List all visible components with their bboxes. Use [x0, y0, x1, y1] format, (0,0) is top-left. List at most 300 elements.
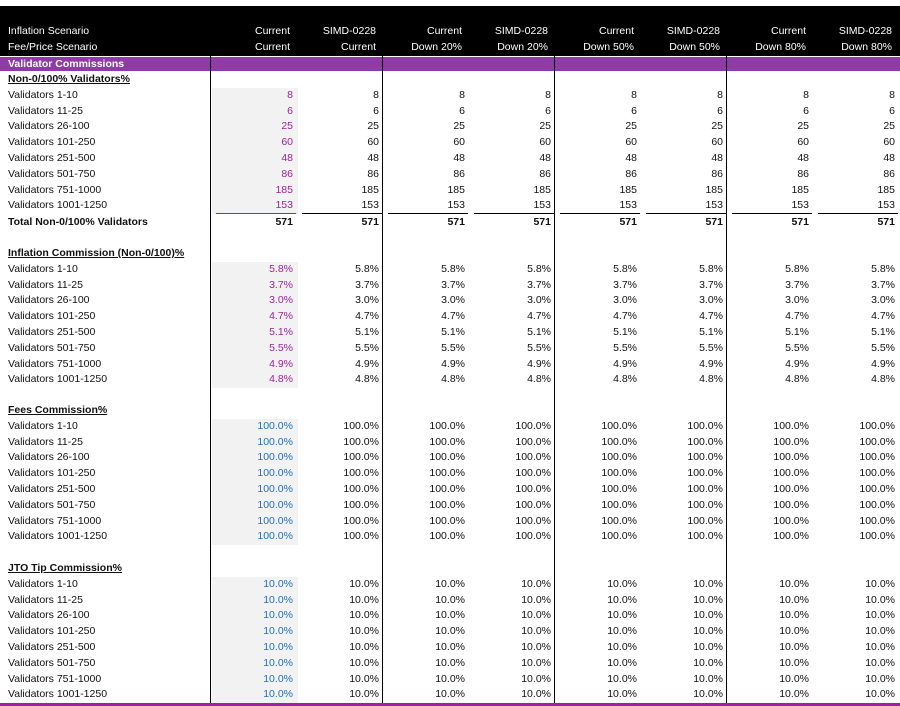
- value-cell[interactable]: 100.0%: [773, 419, 809, 432]
- value-cell[interactable]: 153: [275, 199, 293, 212]
- value-cell[interactable]: 100.0%: [343, 514, 379, 527]
- value-cell[interactable]: 5.5%: [785, 341, 809, 354]
- value-cell[interactable]: 3.0%: [785, 294, 809, 307]
- value-cell[interactable]: 100.0%: [773, 435, 809, 448]
- value-cell[interactable]: 10.0%: [349, 593, 379, 606]
- value-cell[interactable]: 185: [533, 183, 551, 196]
- value-cell[interactable]: 10.0%: [521, 672, 551, 685]
- value-cell[interactable]: 3.7%: [785, 278, 809, 291]
- row-label: Validators 26-100: [8, 120, 90, 133]
- value-cell[interactable]: 4.9%: [355, 357, 379, 370]
- header-col-7-row1: Current: [770, 25, 806, 37]
- value-cell[interactable]: 100.0%: [343, 530, 379, 543]
- value-cell[interactable]: 100.0%: [429, 514, 465, 527]
- row-label: Validators 101-250: [8, 136, 96, 149]
- value-cell[interactable]: 153: [533, 199, 551, 212]
- value-cell[interactable]: 10.0%: [693, 641, 723, 653]
- value-cell[interactable]: 4.8%: [785, 373, 809, 386]
- value-cell[interactable]: 100.0%: [515, 451, 551, 464]
- value-cell[interactable]: 10.0%: [349, 625, 379, 638]
- value-cell[interactable]: 4.9%: [699, 357, 723, 370]
- row-label: Validators 101-250: [8, 625, 96, 638]
- value-cell[interactable]: 10.0%: [349, 641, 379, 653]
- value-cell[interactable]: 5.8%: [527, 262, 551, 275]
- value-cell[interactable]: 100.0%: [687, 435, 723, 448]
- value-cell[interactable]: 8: [717, 88, 723, 101]
- table-row: [0, 435, 900, 451]
- value-cell[interactable]: 100.0%: [687, 530, 723, 543]
- value-cell[interactable]: 100.0%: [687, 514, 723, 527]
- value-cell[interactable]: 100.0%: [773, 451, 809, 464]
- value-cell[interactable]: 185: [877, 183, 895, 196]
- value-cell[interactable]: 10.0%: [779, 656, 809, 669]
- value-cell[interactable]: 100.0%: [257, 514, 293, 527]
- value-cell[interactable]: 10.0%: [865, 577, 895, 590]
- value-cell[interactable]: 10.0%: [263, 688, 293, 701]
- value-cell[interactable]: 10.0%: [521, 656, 551, 669]
- value-cell[interactable]: 100.0%: [687, 498, 723, 511]
- value-cell[interactable]: 100.0%: [257, 467, 293, 480]
- value-cell[interactable]: 10.0%: [607, 641, 637, 653]
- value-cell[interactable]: 10.0%: [607, 593, 637, 606]
- value-cell[interactable]: 4.8%: [441, 373, 465, 386]
- value-cell[interactable]: 100.0%: [773, 498, 809, 511]
- value-cell[interactable]: 8: [287, 88, 293, 101]
- value-cell[interactable]: 6: [545, 104, 551, 117]
- value-cell[interactable]: 100.0%: [773, 467, 809, 480]
- value-cell[interactable]: 5.1%: [785, 326, 809, 338]
- value-cell[interactable]: 10.0%: [349, 609, 379, 622]
- value-cell[interactable]: 6: [803, 104, 809, 117]
- value-cell[interactable]: 6: [889, 104, 895, 117]
- value-cell[interactable]: 100.0%: [257, 435, 293, 448]
- value-cell[interactable]: 25: [711, 120, 723, 133]
- value-cell[interactable]: 5.1%: [699, 326, 723, 338]
- value-cell[interactable]: 100.0%: [343, 467, 379, 480]
- value-cell[interactable]: 86: [625, 167, 637, 180]
- value-cell[interactable]: 4.8%: [355, 373, 379, 386]
- subtotal-line: [732, 213, 812, 214]
- value-cell[interactable]: 3.0%: [871, 294, 895, 307]
- value-cell[interactable]: 3.7%: [871, 278, 895, 291]
- value-cell[interactable]: 10.0%: [779, 641, 809, 653]
- value-cell[interactable]: 10.0%: [435, 656, 465, 669]
- table-row: [0, 341, 900, 357]
- row-label: Validators 11-25: [8, 593, 83, 606]
- value-cell[interactable]: 60: [625, 136, 637, 149]
- value-cell[interactable]: 5.1%: [613, 326, 637, 338]
- value-cell[interactable]: 3.0%: [269, 294, 293, 307]
- value-cell[interactable]: 153: [705, 199, 723, 212]
- value-cell[interactable]: 100.0%: [601, 530, 637, 543]
- value-cell[interactable]: 8: [545, 88, 551, 101]
- value-cell[interactable]: 10.0%: [607, 656, 637, 669]
- total-cell[interactable]: 571: [275, 216, 293, 229]
- value-cell[interactable]: 100.0%: [601, 514, 637, 527]
- table-row: [0, 450, 900, 466]
- value-cell[interactable]: 86: [539, 167, 551, 180]
- value-cell[interactable]: 100.0%: [515, 419, 551, 432]
- value-cell[interactable]: 4.7%: [441, 310, 465, 323]
- value-cell[interactable]: 86: [711, 167, 723, 180]
- value-cell[interactable]: 185: [361, 183, 379, 196]
- value-cell[interactable]: 100.0%: [343, 419, 379, 432]
- value-cell[interactable]: 10.0%: [435, 593, 465, 606]
- row-label: Validators 751-1000: [8, 357, 102, 370]
- value-cell[interactable]: 10.0%: [779, 688, 809, 701]
- value-cell[interactable]: 6: [373, 104, 379, 117]
- value-cell[interactable]: 185: [447, 183, 465, 196]
- value-cell[interactable]: 10.0%: [865, 672, 895, 685]
- value-cell[interactable]: 3.7%: [613, 278, 637, 291]
- value-cell[interactable]: 100.0%: [429, 530, 465, 543]
- row-label: Validators 251-500: [8, 641, 96, 653]
- value-cell[interactable]: 10.0%: [607, 625, 637, 638]
- value-cell[interactable]: 3.7%: [355, 278, 379, 291]
- value-cell[interactable]: 10.0%: [779, 577, 809, 590]
- value-cell[interactable]: 153: [791, 199, 809, 212]
- value-cell[interactable]: 5.8%: [699, 262, 723, 275]
- value-cell[interactable]: 5.1%: [871, 326, 895, 338]
- header-bar: [0, 6, 900, 56]
- value-cell[interactable]: 185: [275, 183, 293, 196]
- value-cell[interactable]: 8: [803, 88, 809, 101]
- value-cell[interactable]: 60: [883, 136, 895, 149]
- value-cell[interactable]: 10.0%: [779, 609, 809, 622]
- value-cell[interactable]: 10.0%: [521, 641, 551, 653]
- value-cell[interactable]: 48: [453, 152, 465, 164]
- value-cell[interactable]: 3.0%: [613, 294, 637, 307]
- value-cell[interactable]: 48: [711, 152, 723, 164]
- value-cell[interactable]: 86: [367, 167, 379, 180]
- value-cell[interactable]: 10.0%: [263, 625, 293, 638]
- value-cell[interactable]: 100.0%: [859, 530, 895, 543]
- value-cell[interactable]: 100.0%: [515, 467, 551, 480]
- value-cell[interactable]: 4.9%: [441, 357, 465, 370]
- value-cell[interactable]: 5.5%: [699, 341, 723, 354]
- value-cell[interactable]: 100.0%: [601, 435, 637, 448]
- value-cell[interactable]: 10.0%: [521, 688, 551, 701]
- value-cell[interactable]: 10.0%: [693, 625, 723, 638]
- table-row: [0, 278, 900, 294]
- value-cell[interactable]: 100.0%: [687, 483, 723, 495]
- value-cell[interactable]: 86: [883, 167, 895, 180]
- value-cell[interactable]: 3.0%: [699, 294, 723, 307]
- value-cell[interactable]: 100.0%: [773, 514, 809, 527]
- value-cell[interactable]: 10.0%: [865, 609, 895, 622]
- value-cell[interactable]: 153: [361, 199, 379, 212]
- value-cell[interactable]: 10.0%: [693, 656, 723, 669]
- value-cell[interactable]: 86: [281, 167, 293, 180]
- value-cell[interactable]: 60: [281, 136, 293, 149]
- header-col-3-row1: Current: [426, 25, 462, 37]
- total-cell[interactable]: 571: [619, 216, 637, 229]
- value-cell[interactable]: 100.0%: [257, 530, 293, 543]
- value-cell[interactable]: 8: [889, 88, 895, 101]
- total-cell[interactable]: 571: [447, 216, 465, 229]
- value-cell[interactable]: 48: [367, 152, 379, 164]
- value-cell[interactable]: 10.0%: [349, 688, 379, 701]
- value-cell[interactable]: 10.0%: [865, 641, 895, 653]
- value-cell[interactable]: 10.0%: [263, 672, 293, 685]
- value-cell[interactable]: 60: [367, 136, 379, 149]
- value-cell[interactable]: 100.0%: [515, 435, 551, 448]
- value-cell[interactable]: 6: [717, 104, 723, 117]
- value-cell[interactable]: 10.0%: [435, 688, 465, 701]
- value-cell[interactable]: 5.8%: [613, 262, 637, 275]
- value-cell[interactable]: 100.0%: [429, 451, 465, 464]
- value-cell[interactable]: 5.8%: [355, 262, 379, 275]
- value-cell[interactable]: 4.8%: [871, 373, 895, 386]
- value-cell[interactable]: 25: [281, 120, 293, 133]
- value-cell[interactable]: 100.0%: [687, 467, 723, 480]
- value-cell[interactable]: 8: [631, 88, 637, 101]
- value-cell[interactable]: 3.0%: [355, 294, 379, 307]
- value-cell[interactable]: 5.8%: [269, 262, 293, 275]
- value-cell[interactable]: 10.0%: [349, 672, 379, 685]
- value-cell[interactable]: 100.0%: [687, 419, 723, 432]
- value-cell[interactable]: 10.0%: [349, 656, 379, 669]
- value-cell[interactable]: 5.8%: [871, 262, 895, 275]
- value-cell[interactable]: 5.5%: [355, 341, 379, 354]
- value-cell[interactable]: 48: [539, 152, 551, 164]
- value-cell[interactable]: 100.0%: [515, 530, 551, 543]
- table-row: [0, 498, 900, 514]
- value-cell[interactable]: 100.0%: [257, 451, 293, 464]
- value-cell[interactable]: 10.0%: [865, 688, 895, 701]
- value-cell[interactable]: 4.8%: [613, 373, 637, 386]
- value-cell[interactable]: 10.0%: [779, 593, 809, 606]
- row-label: Validators 1-10: [8, 419, 78, 432]
- value-cell[interactable]: 25: [797, 120, 809, 133]
- value-cell[interactable]: 100.0%: [343, 498, 379, 511]
- value-cell[interactable]: 6: [459, 104, 465, 117]
- value-cell[interactable]: 48: [883, 152, 895, 164]
- value-cell[interactable]: 4.7%: [269, 310, 293, 323]
- header-label-inflation: Inflation Scenario: [8, 25, 90, 37]
- value-cell[interactable]: 100.0%: [859, 419, 895, 432]
- value-cell[interactable]: 10.0%: [435, 577, 465, 590]
- value-cell[interactable]: 100.0%: [429, 419, 465, 432]
- value-cell[interactable]: 100.0%: [515, 514, 551, 527]
- value-cell[interactable]: 5.5%: [871, 341, 895, 354]
- total-cell[interactable]: 571: [533, 216, 551, 229]
- value-cell[interactable]: 5.8%: [441, 262, 465, 275]
- value-cell[interactable]: 10.0%: [435, 672, 465, 685]
- value-cell[interactable]: 100.0%: [773, 483, 809, 495]
- value-cell[interactable]: 5.1%: [355, 326, 379, 338]
- value-cell[interactable]: 48: [625, 152, 637, 164]
- value-cell[interactable]: 100.0%: [773, 530, 809, 543]
- value-cell[interactable]: 100.0%: [429, 498, 465, 511]
- value-cell[interactable]: 100.0%: [429, 435, 465, 448]
- total-cell[interactable]: 571: [705, 216, 723, 229]
- value-cell[interactable]: 10.0%: [263, 577, 293, 590]
- table-row: [0, 262, 900, 278]
- value-cell[interactable]: 25: [367, 120, 379, 133]
- value-cell[interactable]: 153: [619, 199, 637, 212]
- total-cell[interactable]: 571: [791, 216, 809, 229]
- value-cell[interactable]: 10.0%: [607, 609, 637, 622]
- value-cell[interactable]: 10.0%: [779, 625, 809, 638]
- value-cell[interactable]: 10.0%: [263, 593, 293, 606]
- value-cell[interactable]: 3.7%: [441, 278, 465, 291]
- value-cell[interactable]: 3.7%: [527, 278, 551, 291]
- value-cell[interactable]: 5.5%: [269, 341, 293, 354]
- value-cell[interactable]: 48: [797, 152, 809, 164]
- value-cell[interactable]: 100.0%: [859, 435, 895, 448]
- value-cell[interactable]: 100.0%: [859, 498, 895, 511]
- value-cell[interactable]: 60: [539, 136, 551, 149]
- row-label: Validators 11-25: [8, 104, 83, 117]
- value-cell[interactable]: 100.0%: [429, 483, 465, 495]
- value-cell[interactable]: 25: [883, 120, 895, 133]
- value-cell[interactable]: 10.0%: [521, 593, 551, 606]
- value-cell[interactable]: 100.0%: [859, 467, 895, 480]
- value-cell[interactable]: 10.0%: [521, 609, 551, 622]
- value-cell[interactable]: 100.0%: [601, 419, 637, 432]
- table-row: [0, 119, 900, 135]
- value-cell[interactable]: 10.0%: [521, 625, 551, 638]
- value-cell[interactable]: 4.8%: [527, 373, 551, 386]
- value-cell[interactable]: 10.0%: [865, 656, 895, 669]
- value-cell[interactable]: 8: [373, 88, 379, 101]
- value-cell[interactable]: 4.8%: [269, 373, 293, 386]
- value-cell[interactable]: 10.0%: [865, 625, 895, 638]
- row-label: Validators 1-10: [8, 262, 78, 275]
- row-label: Validators 11-25: [8, 278, 83, 291]
- value-cell[interactable]: 10.0%: [263, 656, 293, 669]
- value-cell[interactable]: 100.0%: [257, 419, 293, 432]
- value-cell[interactable]: 10.0%: [779, 672, 809, 685]
- value-cell[interactable]: 10.0%: [693, 609, 723, 622]
- value-cell[interactable]: 153: [447, 199, 465, 212]
- value-cell[interactable]: 5.1%: [441, 326, 465, 338]
- section-band: [0, 57, 900, 71]
- value-cell[interactable]: 185: [791, 183, 809, 196]
- value-cell[interactable]: 10.0%: [263, 609, 293, 622]
- value-cell[interactable]: 100.0%: [343, 435, 379, 448]
- total-cell[interactable]: 571: [877, 216, 895, 229]
- value-cell[interactable]: 3.7%: [269, 278, 293, 291]
- value-cell[interactable]: 10.0%: [263, 641, 293, 653]
- value-cell[interactable]: 100.0%: [343, 451, 379, 464]
- value-cell[interactable]: 100.0%: [257, 498, 293, 511]
- value-cell[interactable]: 4.8%: [699, 373, 723, 386]
- value-cell[interactable]: 48: [281, 152, 293, 164]
- value-cell[interactable]: 4.9%: [527, 357, 551, 370]
- table-row: [0, 198, 900, 214]
- table-row: [0, 656, 900, 672]
- value-cell[interactable]: 100.0%: [515, 483, 551, 495]
- value-cell[interactable]: 86: [797, 167, 809, 180]
- value-cell[interactable]: 100.0%: [343, 483, 379, 495]
- value-cell[interactable]: 4.9%: [613, 357, 637, 370]
- value-cell[interactable]: 60: [453, 136, 465, 149]
- value-cell[interactable]: 5.1%: [269, 326, 293, 338]
- value-cell[interactable]: 4.9%: [785, 357, 809, 370]
- value-cell[interactable]: 25: [453, 120, 465, 133]
- value-cell[interactable]: 10.0%: [693, 688, 723, 701]
- value-cell[interactable]: 4.7%: [527, 310, 551, 323]
- value-cell[interactable]: 100.0%: [859, 483, 895, 495]
- value-cell[interactable]: 3.0%: [527, 294, 551, 307]
- value-cell[interactable]: 100.0%: [601, 467, 637, 480]
- row-label: Validators 251-500: [8, 326, 96, 338]
- value-cell[interactable]: 4.7%: [699, 310, 723, 323]
- table-row: [0, 357, 900, 373]
- value-cell[interactable]: 5.8%: [785, 262, 809, 275]
- value-cell[interactable]: 100.0%: [429, 467, 465, 480]
- section-title: Inflation Commission (Non-0/100)%: [8, 247, 185, 259]
- value-cell[interactable]: 4.7%: [785, 310, 809, 323]
- value-cell[interactable]: 10.0%: [607, 577, 637, 590]
- value-cell[interactable]: 10.0%: [865, 593, 895, 606]
- value-cell[interactable]: 10.0%: [435, 641, 465, 653]
- table-row: [0, 309, 900, 325]
- value-cell[interactable]: 100.0%: [859, 514, 895, 527]
- value-cell[interactable]: 4.9%: [269, 357, 293, 370]
- value-cell[interactable]: 60: [711, 136, 723, 149]
- value-cell[interactable]: 100.0%: [601, 451, 637, 464]
- value-cell[interactable]: 185: [619, 183, 637, 196]
- value-cell[interactable]: 6: [631, 104, 637, 117]
- value-cell[interactable]: 10.0%: [693, 593, 723, 606]
- value-cell[interactable]: 10.0%: [693, 577, 723, 590]
- value-cell[interactable]: 25: [539, 120, 551, 133]
- value-cell[interactable]: 10.0%: [607, 688, 637, 701]
- value-cell[interactable]: 100.0%: [601, 483, 637, 495]
- value-cell[interactable]: 100.0%: [601, 498, 637, 511]
- value-cell[interactable]: 10.0%: [349, 577, 379, 590]
- row-label: Validators 251-500: [8, 152, 96, 164]
- value-cell[interactable]: 5.5%: [527, 341, 551, 354]
- header-columns-row2: [0, 40, 900, 56]
- value-cell[interactable]: 4.7%: [871, 310, 895, 323]
- value-cell[interactable]: 10.0%: [435, 609, 465, 622]
- value-cell[interactable]: 100.0%: [515, 498, 551, 511]
- value-cell[interactable]: 10.0%: [607, 672, 637, 685]
- value-cell[interactable]: 5.1%: [527, 326, 551, 338]
- value-cell[interactable]: 100.0%: [859, 451, 895, 464]
- header-col-6-row1: SIMD-0228: [666, 25, 720, 37]
- value-cell[interactable]: 3.7%: [699, 278, 723, 291]
- value-cell[interactable]: 8: [459, 88, 465, 101]
- value-cell[interactable]: 100.0%: [687, 451, 723, 464]
- value-cell[interactable]: 5.5%: [613, 341, 637, 354]
- value-cell[interactable]: 5.5%: [441, 341, 465, 354]
- value-cell[interactable]: 4.7%: [355, 310, 379, 323]
- value-cell[interactable]: 4.7%: [613, 310, 637, 323]
- table-row: [0, 372, 900, 388]
- value-cell[interactable]: 4.9%: [871, 357, 895, 370]
- band-title: Validator Commissions: [8, 58, 125, 70]
- value-cell[interactable]: 100.0%: [257, 483, 293, 495]
- value-cell[interactable]: 10.0%: [521, 577, 551, 590]
- value-cell[interactable]: 6: [287, 104, 293, 117]
- value-cell[interactable]: 10.0%: [693, 672, 723, 685]
- total-cell[interactable]: 571: [361, 216, 379, 229]
- value-cell[interactable]: 3.0%: [441, 294, 465, 307]
- value-cell[interactable]: 86: [453, 167, 465, 180]
- value-cell[interactable]: 153: [877, 199, 895, 212]
- row-label: Validators 101-250: [8, 310, 96, 323]
- value-cell[interactable]: 10.0%: [435, 625, 465, 638]
- value-cell[interactable]: 25: [625, 120, 637, 133]
- table-row: [0, 293, 900, 309]
- value-cell[interactable]: 60: [797, 136, 809, 149]
- value-cell[interactable]: 185: [705, 183, 723, 196]
